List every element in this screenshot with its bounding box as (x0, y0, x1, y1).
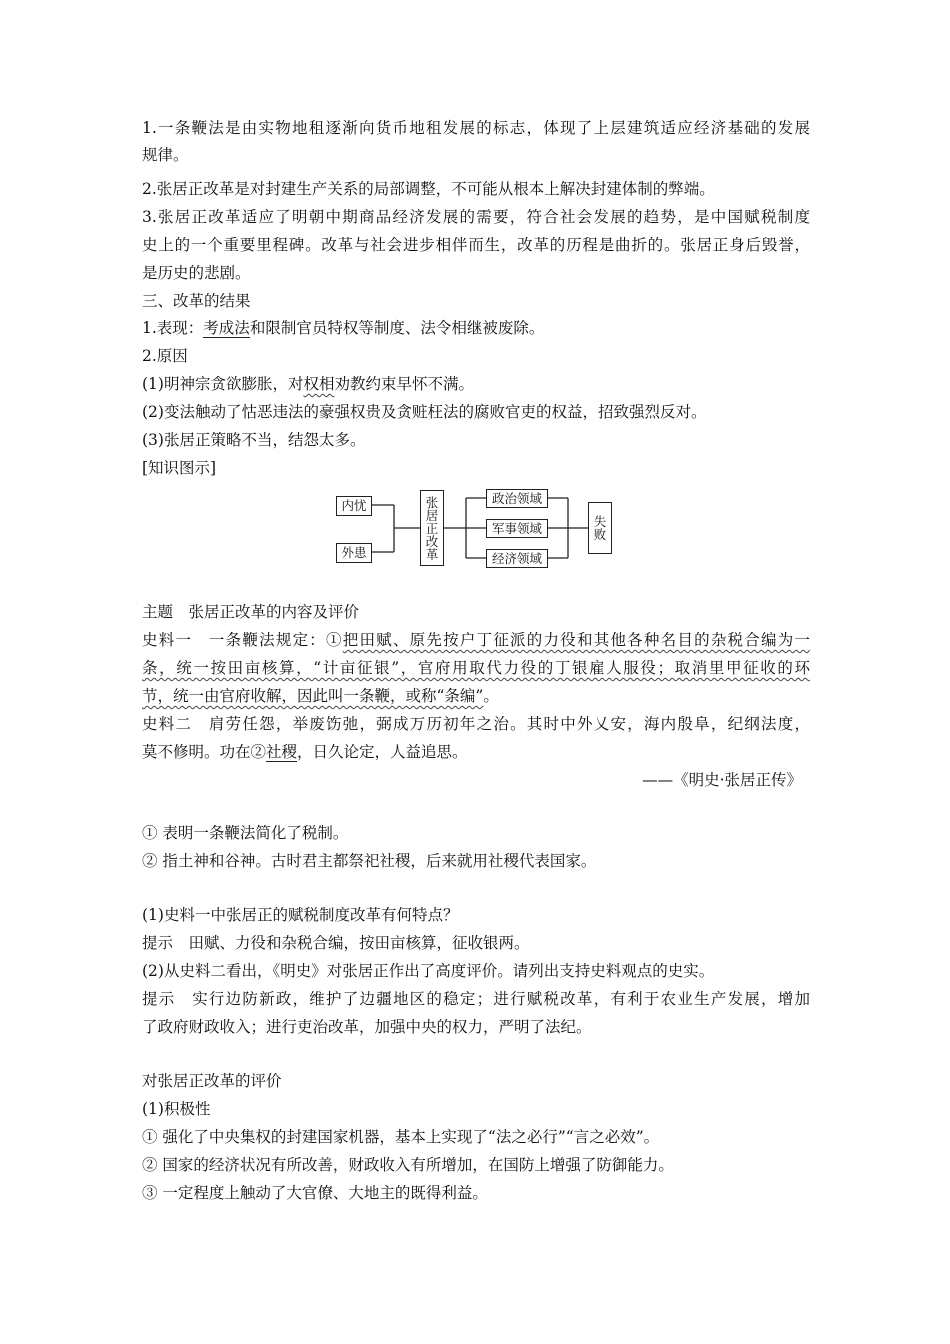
result-text: 和限制官员特权等制度、法令相继被废除。 (249, 319, 545, 337)
result-label: 1.表现： (142, 319, 204, 337)
source-1-text-a: 一条鞭法规定：① (208, 631, 343, 649)
diagram-connectors (336, 488, 616, 572)
paragraph-2: 2.张居正改革是对封建生产关系的局部调整，不可能从根本上解决封建体制的弊端。 (142, 180, 715, 198)
failure-char-2: 败 (593, 527, 607, 542)
reform-char-2: 居 (425, 507, 439, 523)
result-performance (142, 318, 544, 338)
keyword-quanxiang: 权相 (303, 375, 335, 393)
diagram-box-reform (420, 490, 444, 566)
paragraph-3-line-3: 是历史的悲剧。 (142, 264, 251, 282)
keyword-kaochengfa: 考成法 (203, 319, 250, 337)
diagram-box-political: 政治领域 (486, 489, 548, 508)
answer-2-line-1: 提示 实行边防新政，维护了边疆地区的稳定；进行赋税改革，有利于农业生产发展，增加 (142, 990, 810, 1008)
diagram-box-economic: 经济领域 (486, 549, 548, 568)
note-1: ① 表明一条鞭法简化了税制。 (142, 824, 349, 842)
reform-char-4: 改 (425, 533, 439, 549)
reason-1 (142, 374, 474, 394)
keyword-sheji: 社稷 (266, 743, 298, 761)
source-1-line-1 (142, 630, 810, 650)
reform-char-3: 正 (425, 520, 439, 536)
paragraph-3-line-1: 3.张居正改革适应了明朝中期商品经济发展的需要，符合社会发展的趋势，是中国赋税制度 (142, 208, 810, 226)
source-1-underlined-3: 节，统一由官府收解，因此叫一条鞭，或称“条编” (142, 687, 484, 705)
evaluation-positive-heading: (1)积极性 (142, 1100, 211, 1118)
source-1-end: 。 (483, 687, 499, 705)
source-1-label: 史料一 (142, 631, 209, 649)
diagram-box-external: 外患 (336, 543, 372, 563)
source-1-line-2 (142, 658, 810, 678)
section-heading-results: 三、改革的结果 (142, 292, 251, 310)
paragraph-3-line-2: 史上的一个重要里程碑。改革与社会进步相伴而生，改革的历程是曲折的。张居正身后毁誉， (142, 236, 810, 254)
evaluation-title: 对张居正改革的评价 (142, 1072, 282, 1090)
diagram-box-internal: 内忧 (336, 496, 372, 516)
reform-char-1: 张 (425, 494, 439, 510)
answer-1: 提示 田赋、力役和杂税合编，按田亩核算，征收银两。 (142, 934, 530, 952)
question-1: (1)史料一中张居正的赋税制度改革有何特点？ (142, 906, 459, 924)
evaluation-point-3: ③ 一定程度上触动了大官僚、大地主的既得利益。 (142, 1184, 488, 1202)
source-2-text-c: ，日久论定，人益追思。 (297, 743, 468, 761)
diagram-box-military: 军事领域 (486, 519, 548, 538)
evaluation-point-2: ② 国家的经济状况有所改善，财政收入有所增加，在国防上增强了防御能力。 (142, 1156, 674, 1174)
paragraph-1-line-2: 规律。 (142, 146, 189, 164)
source-2-line-1: 史料二 肩劳任怨，举废饬弛，弼成万历初年之治。其时中外乂安，海内殷阜，纪纲法度， (142, 715, 810, 733)
source-2-line-2 (142, 742, 468, 762)
note-2: ② 指土神和谷神。古时君主都祭祀社稷，后来就用社稷代表国家。 (142, 852, 597, 870)
answer-2-line-2: 了政府财政收入；进行吏治改革，加强中央的权力，严明了法纪。 (142, 1018, 592, 1036)
reform-char-5: 革 (425, 546, 439, 562)
knowledge-diagram (336, 488, 616, 572)
reason-1-pre: (1)明神宗贪欲膨胀，对 (142, 375, 304, 393)
knowledge-map-label: [知识图示] (142, 459, 217, 477)
source-citation: ——《明史·张居正传》 (642, 771, 802, 789)
failure-char-1: 失 (593, 514, 607, 529)
source-1-underlined-2: 条，统一按田亩核算，“计亩征银”，官府用取代力役的丁银雇人服役；取消里甲征收的环 (142, 659, 810, 677)
reason-3: (3)张居正策略不当，结怨太多。 (142, 431, 366, 449)
reason-1-post: 劝教约束早怀不满。 (334, 375, 474, 393)
evaluation-point-1: ① 强化了中央集权的封建国家机器，基本上实现了“法之必行”“言之必效”。 (142, 1128, 660, 1146)
reason-heading: 2.原因 (142, 347, 188, 365)
paragraph-1-line-1: 1.一条鞭法是由实物地租逐渐向货币地租发展的标志，体现了上层建筑适应经济基础的发展 (142, 119, 810, 137)
question-2: (2)从史料二看出，《明史》对张居正作出了高度评价。请列出支持史料观点的史实。 (142, 962, 715, 980)
reason-2: (2)变法触动了怙恶违法的豪强权贵及贪赃枉法的腐败官吏的权益，招致强烈反对。 (142, 403, 707, 421)
source-2-text-a: 莫不修明。功在② (142, 743, 267, 761)
diagram-box-failure (588, 502, 612, 554)
topic-title: 主题 张居正改革的内容及评价 (142, 603, 360, 621)
source-1-underlined-1: 把田赋、原先按户丁征派的力役和其他各种名目的杂税合编为一 (342, 631, 810, 649)
source-1-line-3 (142, 686, 499, 706)
